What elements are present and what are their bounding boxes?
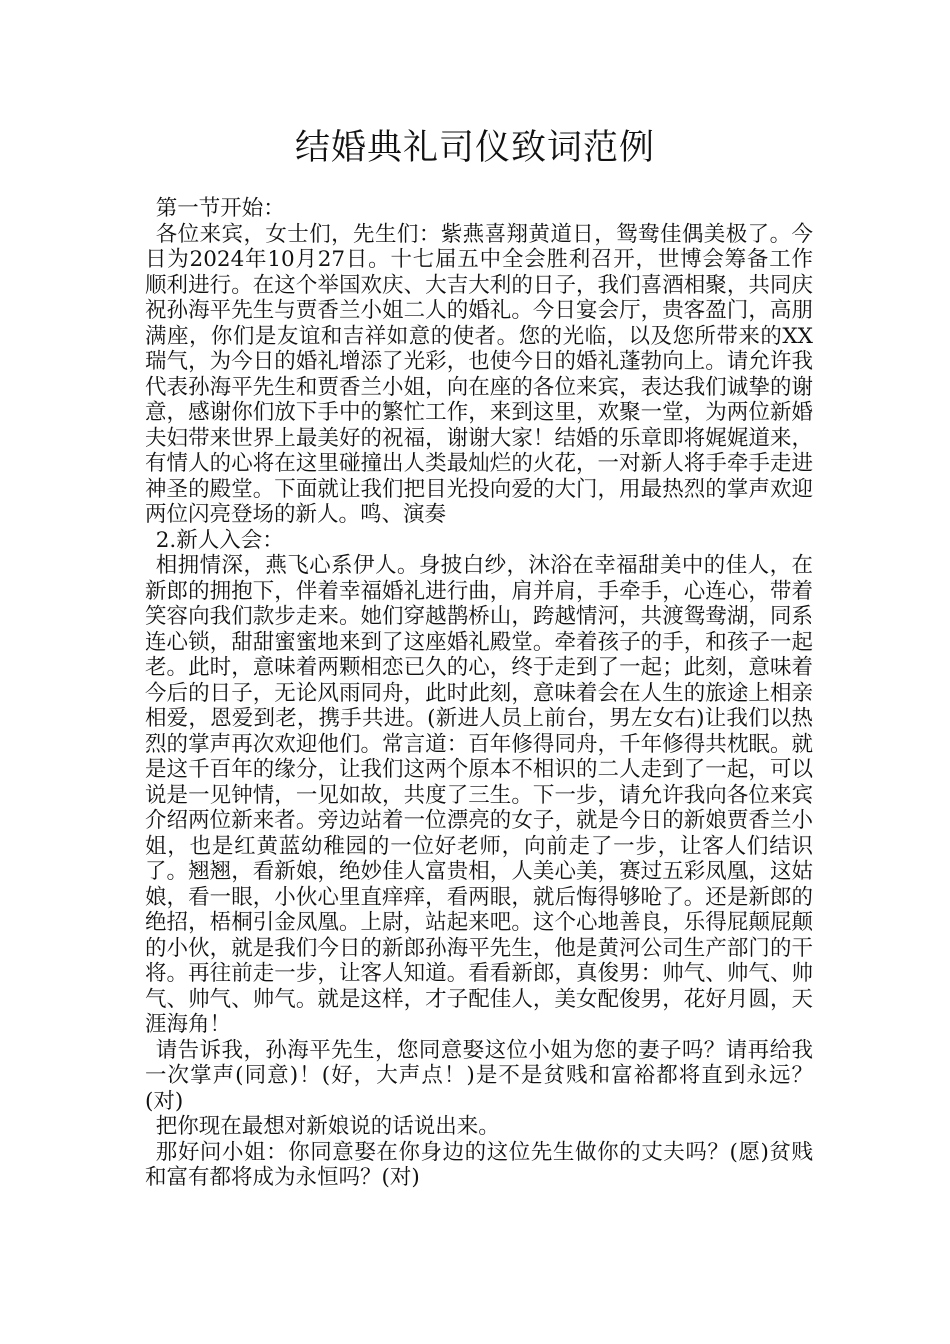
document-title: 结婚典礼司仪致词范例 bbox=[294, 128, 655, 168]
paragraph-opening-speech: 各位来宾，女士们，先生们：紫燕喜翔黄道日，鸳鸯佳偶美极了。今日为2024年10月27日。十七届五中全会胜利召开，世博会筹备工作顺利进行。在这个举国欢庆、大吉大利的日子，我们喜酒相聚，共同庆祝孙海平先生与贾香兰小姐二人的婚礼。今日宴会厅，贵客盈门，高朋满座，你们是友谊和吉祥如意的使者。您的光临，以及您所带来的XX瑞气，为今日的婚礼增添了光彩，也使今日的婚礼蓬勃向上。请允许我代表孙海平先生和贾香兰小姐，向在座的各位来宾，表达我们诚挚的谢意，感谢你们放下手中的繁忙工作，来到这里，欢聚一堂，为两位新婚夫妇带来世界上最美好的祝福，谢谢大家！结婚的乐章即将娓娓道来，有情人的心将在这里碰撞出人类最灿烂的火花，一对新人将手牵手走进神圣的殿堂。下面就让我们把目光投向爱的大门，用最热烈的掌声欢迎两位闪亮登场的新人。鸣、演奏 bbox=[145, 221, 813, 527]
paragraph-groom-words: 把你现在最想对新娘说的话说出来。 bbox=[155, 1114, 500, 1139]
paragraph-newlyweds-heading: 2.新人入会： bbox=[155, 527, 284, 553]
paragraph-groom-vow: 请告诉我，孙海平先生，您同意娶这位小姐为您的妻子吗？请再给我一次掌声(同意)！(好，大声点！)是不是贫贱和富裕都将直到永远？(对) bbox=[145, 1037, 813, 1114]
paragraph-newlyweds-entrance: 相拥情深，燕飞心系伊人。身披白纱，沐浴在幸福甜美中的佳人，在新郎的拥抱下，伴着幸福婚礼进行曲，肩并肩，手牵手，心连心，带着笑容向我们款步走来。她们穿越鹊桥山，跨越情河，共渡鸳鸯湖，同系连心锁，甜甜蜜蜜地来到了这座婚礼殿堂。牵着孩子的手，和孩子一起老。此时，意味着两颗相恋已久的心，终于走到了一起；此刻，意味着今后的日子，无论风雨同舟，此时此刻，意味着会在人生的旅途上相亲相爱，恩爱到老，携手共进。(新进人员上前台，男左女右)让我们以热烈的掌声再次欢迎他们。常言道：百年修得同舟，千年修得共枕眠。就是这千百年的缘分，让我们这两个原本不相识的二人走到了一起，可以说是一见钟情，一见如故，共度了三生。下一步，请允许我向各位来宾介绍两位新来者。旁边站着一位漂亮的女子，就是今日的新娘贾香兰小姐，也是红黄蓝幼稚园的一位好老师，向前走了一步，让客人们结识了。翘翘，看新娘，绝妙佳人富贵相，人美心美，赛过五彩凤凰，这姑娘，看一眼，小伙心里直痒痒，看两眼，就后悔得够呛了。还是新郎的绝招，梧桐引金凤凰。上尉，站起来吧。这个心地善良，乐得屁颠屁颠的小伙，就是我们今日的新郎孙海平先生，他是黄河公司生产部门的干将。再往前走一步，让客人知道。看看新郎，真俊男：帅气、帅气、帅气、帅气、帅气。就是这样，才子配佳人，美女配俊男，花好月圆，天涯海角！ bbox=[145, 553, 813, 1037]
paragraph-bride-vow: 那好问小姐：你同意娶在你身边的这位先生做你的丈夫吗？(愿)贫贱和富有都将成为永恒吗？(对) bbox=[145, 1139, 813, 1190]
document-body bbox=[145, 196, 813, 1191]
paragraph-section-heading: 第一节开始： bbox=[155, 196, 285, 221]
